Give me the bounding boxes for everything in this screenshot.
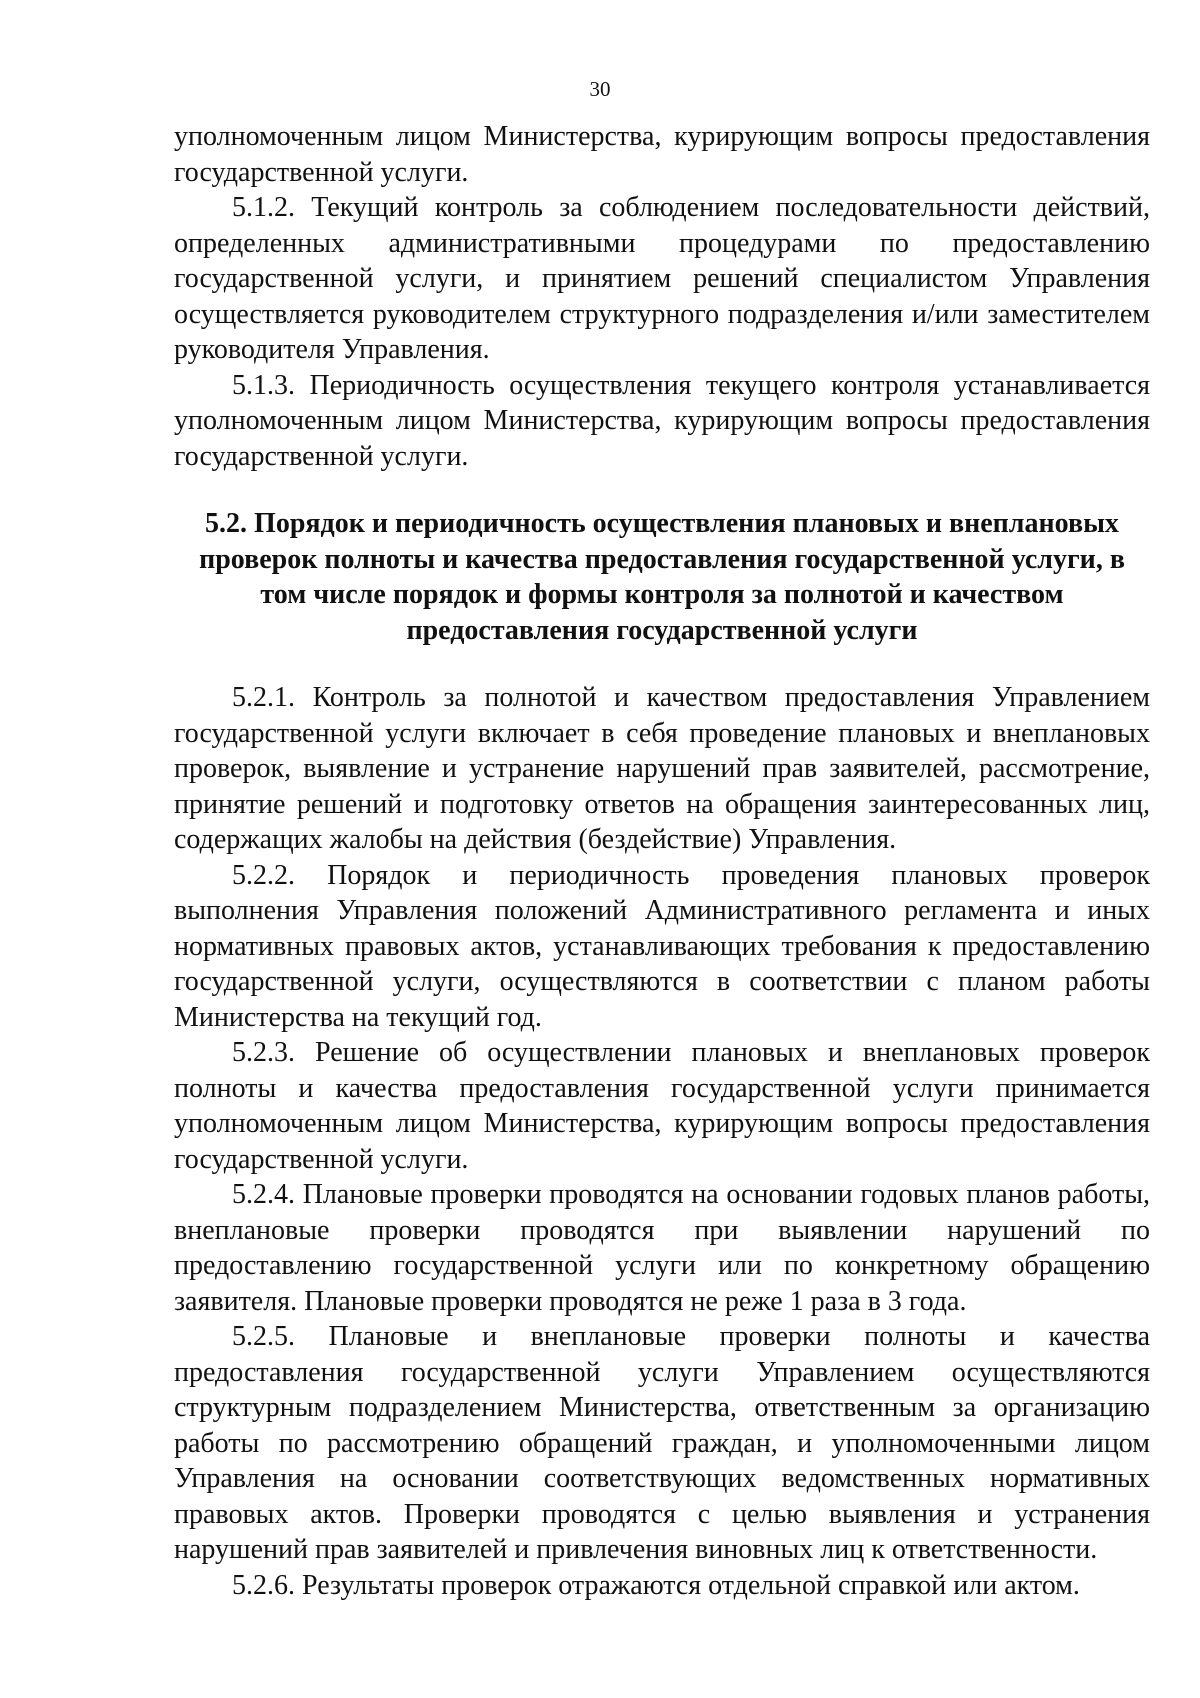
paragraph-5-2-6: 5.2.6. Результаты проверок отражаются отдельной справкой или актом. — [232, 1569, 1080, 1601]
paragraph-5-2-1: 5.2.1. Контроль за полнотой и качеством предоставления Управлением государственной услуги включает в себя проведение плановых и внеплановых проверок, выявление и устранение нарушений прав заявителей, рассмотрение, принятие решений и подготовку ответов на обращения заинтересованных лиц, содержащих жалобы на действия (бездействие) Управления. — [174, 682, 1150, 855]
paragraph-5-2-5: 5.2.5. Плановые и внеплановые проверки полноты и качества предоставления государственной услуги Управлением осуществляются структурным подразделением Министерства, ответственным за организацию работы по рассмотрению обращений граждан, и уполномоченными лицом Управления на основании соответствующих ведомственных нормативных правовых актов. Проверки проводятся с целью выявления и устранения нарушений прав заявителей и привлечения виновных лиц к ответственности. — [174, 1321, 1150, 1565]
paragraph-5-2-2: 5.2.2. Порядок и периодичность проведения плановых проверок выполнения Управления положений Административного регламента и иных нормативных правовых актов, устанавливающих требования к предоставлению государственной услуги, осуществляются в соответствии с планом работы Министерства на текущий год. — [174, 859, 1150, 1033]
page-number: 30 — [589, 77, 611, 101]
section-heading-5-2: 5.2. Порядок и периодичность осуществления плановых и внеплановых проверок полноты и качества предоставления государственной услуги, в том числе порядок и формы контроля за полнотой и качеством предоставления государственной услуги — [199, 508, 1125, 646]
paragraph-5-1-2: 5.1.2. Текущий контроль за соблюдением последовательности действий, определенных административными процедурами по предоставлению государственной услуги, и принятием решений специалистом Управления осуществляется руководителем структурного подразделения и/или заместителем руководителя Управления. — [174, 192, 1150, 365]
paragraph-5-1-3: 5.1.3. Периодичность осуществления текущего контроля устанавливается уполномоченным лицом Министерства, курирующим вопросы предоставления государственной услуги. — [174, 369, 1150, 472]
paragraph-5-2-3: 5.2.3. Решение об осуществлении плановых и внеплановых проверок полноты и качества предоставления государственной услуги принимается уполномоченным лицом Министерства, курирующим вопросы предоставления государственной услуги. — [174, 1037, 1150, 1175]
document-body — [174, 119, 1150, 1603]
paragraph-5-2-4: 5.2.4. Плановые проверки проводятся на основании годовых планов работы, внеплановые проверки проводятся при выявлении нарушений по предоставлению государственной услуги или по конкретному обращению заявителя. Плановые проверки проводятся не реже 1 раза в 3 года. — [174, 1179, 1150, 1317]
continuation-paragraph: уполномоченным лицом Министерства, курирующим вопросы предоставления государственной услуги. — [174, 121, 1150, 188]
